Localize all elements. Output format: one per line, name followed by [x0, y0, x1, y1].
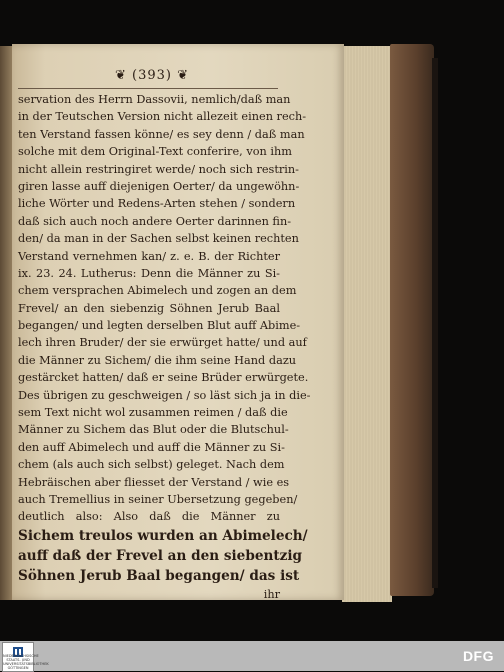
text-line: den/ da man in der Sachen selbst keinen rechten	[18, 232, 299, 246]
dfg-logo[interactable]: DFG	[462, 648, 494, 664]
cover-shadow	[432, 58, 438, 588]
text-line: chem versprachen Abimelech und zogen an dem	[18, 284, 297, 298]
text-line: die Männer zu Sichem/ die ihm seine Hand dazu	[18, 353, 297, 367]
text-line: solche mit dem Original-Text conferire, von ihm	[18, 145, 292, 159]
text-line-bold: Sichem treulos wurden an Abimelech/	[18, 527, 308, 544]
viewer-footer-bar	[0, 641, 504, 671]
text-line: auch Tremellius in seiner Ubersetzung gegeben/	[18, 492, 298, 506]
text-line: gestärcket hatten/ daß er seine Brüder erwürgete.	[18, 371, 309, 385]
text-line: giren lasse auff diejenigen Oerter/ da ungewöhn-	[18, 179, 300, 193]
text-line: Männer zu Sichem das Blut oder die Blutschul-	[18, 423, 289, 437]
text-line: Verstand vernehmen kan/ z. e. B. der Richter	[18, 249, 280, 263]
text-line: begangen/ und legten derselben Blut auff Abime-	[18, 319, 301, 333]
library-logo-text: NIEDERSÄCHSISCHE STAATS- UND UNIVERSITÄTSBIBLIOTHEK GÖTTINGEN	[3, 654, 49, 670]
text-line: Des übrigen zu geschweigen / so läst sich ja in die-	[18, 388, 311, 402]
text-line: den auff Abimelech und auff die Männer zu Si-	[18, 440, 285, 454]
page-header: ❦ (393) ❦	[114, 68, 189, 83]
header-rule	[18, 88, 278, 89]
text-line: deutlich also: Also daß die Männer zu	[18, 510, 280, 524]
text-line: nicht allein restringiret werde/ noch sich restrin-	[18, 162, 299, 176]
text-line: servation des Herrn Dassovii, nemlich/daß man	[18, 93, 291, 106]
catchword: ihr	[263, 587, 280, 601]
text-line: liche Wörter und Redens-Arten stehen / sondern	[18, 197, 296, 211]
text-line: in der Teutschen Version nicht allezeit einen rech-	[18, 110, 307, 124]
text-line-bold: Söhnen Jerub Baal begangen/ das ist	[18, 567, 300, 584]
book-fore-edge	[342, 46, 392, 602]
text-line: daß sich auch noch andere Oerter darinnen fin-	[18, 214, 292, 228]
book-cover	[390, 44, 434, 596]
text-line: ix. 23. 24. Lutherus: Denn die Männer zu Si-	[18, 266, 280, 280]
text-line: Frevel/ an den siebenzig Söhnen Jerub Baal	[18, 301, 280, 315]
text-line: sem Text nicht wol zusammen reimen / daß die	[18, 406, 288, 420]
page-text	[18, 91, 311, 603]
text-line-bold: auff daß der Frevel an den siebentzig	[18, 547, 303, 564]
text-line: ten Verstand fassen könne/ es sey denn / daß man	[18, 127, 305, 141]
library-logo[interactable]	[2, 642, 49, 672]
text-line: Hebräischen aber fliesset der Verstand / wie es	[18, 475, 290, 489]
text-line: chem (als auch sich selbst) geleget. Nach dem	[18, 458, 285, 472]
text-line: lech ihren Bruder/ der sie erwürget hatte/ und auf	[18, 336, 307, 350]
